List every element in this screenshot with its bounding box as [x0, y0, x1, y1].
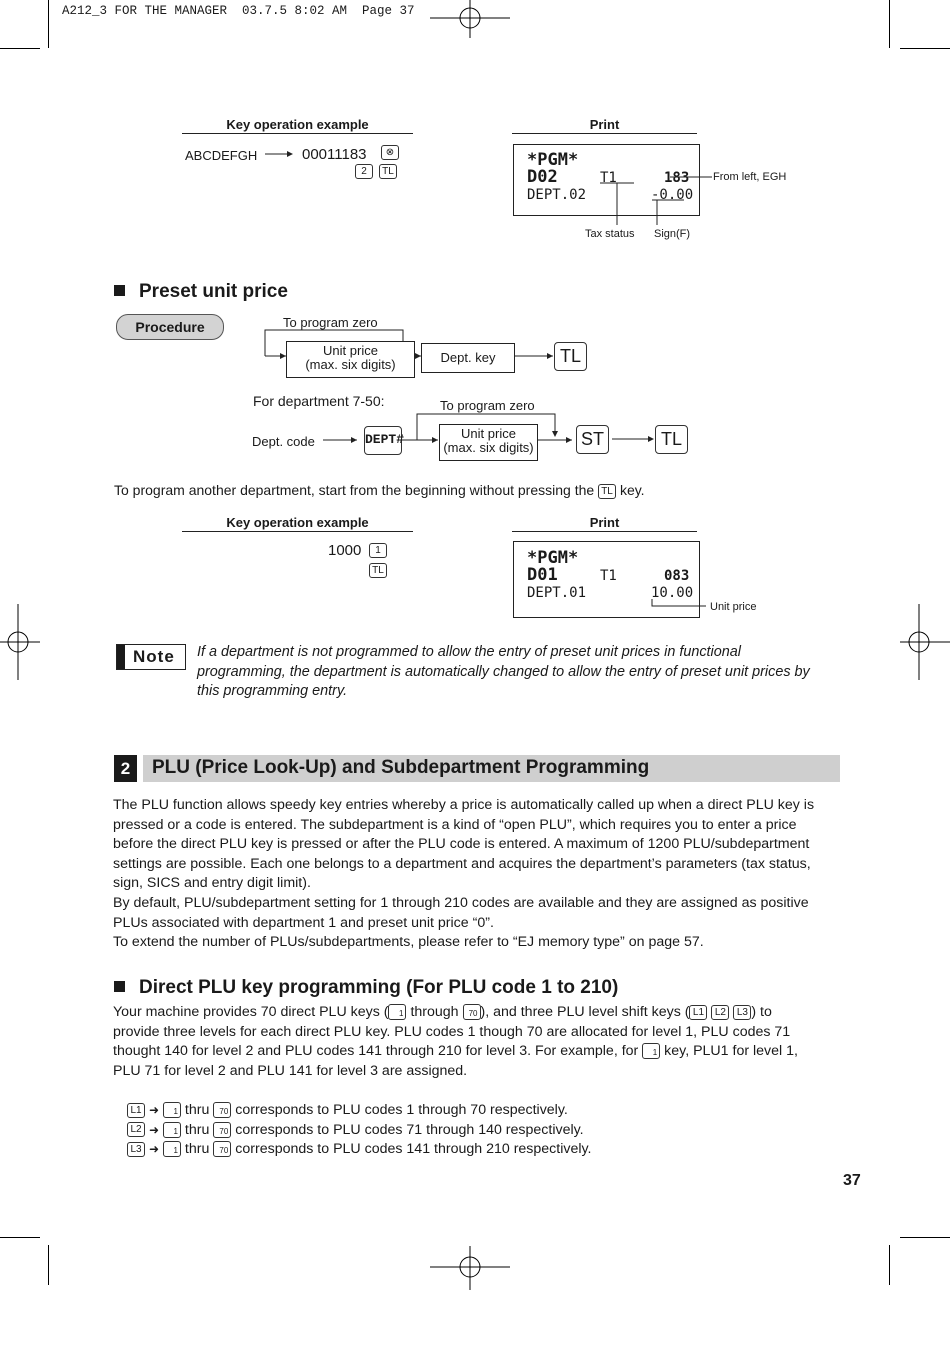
for-department-text: For department 7-50:: [253, 393, 385, 409]
plu-key-1: 1: [163, 1122, 181, 1138]
receipt-tax: T1: [600, 568, 617, 584]
section-title: PLU (Price Look-Up) and Subdepartment Programming: [152, 757, 650, 778]
print-heading: Print: [512, 117, 697, 134]
to-program-zero-1: To program zero: [283, 315, 378, 330]
level-key-l2: L2: [127, 1122, 145, 1137]
receipt-tax: T1: [600, 170, 617, 186]
dept-hash-key: DEPT#: [364, 426, 402, 455]
crop-mark: [889, 0, 890, 48]
registration-mark-top: [430, 0, 510, 40]
arrow-right-icon: ➜: [148, 1103, 160, 1117]
page-number: 37: [843, 1172, 861, 1189]
plu-key-1: 1: [388, 1004, 406, 1020]
square-bullet-icon: [114, 981, 125, 992]
print-heading-2: Print: [512, 515, 697, 532]
receipt-value: 183: [664, 170, 690, 186]
receipt-dept-code: D01: [527, 565, 558, 585]
dept-code-text: Dept. code: [252, 434, 315, 449]
arrow-right-icon: [612, 434, 654, 444]
note-label-box: [116, 644, 186, 670]
key-1: 1: [369, 543, 387, 558]
receipt-dept-code: D02: [527, 167, 558, 187]
registration-mark-left: [0, 604, 40, 680]
unit-price-box-2: Unit price (max. six digits): [439, 424, 538, 461]
level-key-l3: L3: [127, 1142, 145, 1157]
tl-key: TL: [379, 164, 397, 179]
plu-key-1: 1: [163, 1141, 181, 1157]
unit-price-box-1: Unit price (max. six digits): [286, 341, 415, 378]
dept-key-box: Dept. key: [421, 343, 515, 373]
tl-key: TL: [369, 563, 387, 578]
callout-tax-status: Tax status: [585, 228, 635, 240]
crop-mark: [48, 0, 49, 48]
input-value: 00011183: [302, 146, 367, 163]
receipt-dept-name: DEPT.01: [527, 585, 587, 601]
preset-unit-price-title: Preset unit price: [114, 281, 288, 303]
plu-key-1: 1: [163, 1102, 181, 1118]
level-key-l1: L1: [689, 1005, 707, 1020]
key-operation-heading-2: Key operation example: [182, 515, 413, 532]
square-bullet-icon: [114, 285, 125, 296]
crop-mark: [48, 1245, 49, 1285]
receipt-price: 10.00: [651, 585, 694, 601]
callout-sign: Sign(F): [654, 228, 691, 240]
multiply-key: ⊗: [381, 145, 399, 160]
level-key-l3: L3: [733, 1005, 751, 1020]
arrow-right-icon: ➜: [148, 1122, 160, 1137]
note-text: If a department is not programmed to allow the entry of preset unit prices in functional programming, the department is automatically changed to allow the entry of preset unit prices by this programming entry.: [197, 644, 810, 700]
plu-key-70: 70: [213, 1141, 231, 1157]
crop-mark: [900, 48, 950, 49]
crop-mark: [900, 1237, 950, 1238]
arrow-right-icon: ➜: [148, 1142, 160, 1157]
callout-from-left: From left, EGH: [713, 171, 787, 183]
to-program-zero-2: To program zero: [440, 398, 535, 413]
plu-key-70: 70: [463, 1004, 481, 1020]
section-2-header: [114, 755, 840, 782]
key-operation-heading: Key operation example: [182, 117, 413, 134]
level-key-l2: L2: [711, 1005, 729, 1020]
callout-unit-price: Unit price: [710, 601, 757, 613]
registration-mark-bottom: [430, 1246, 510, 1290]
plu-key-1: 1: [642, 1043, 660, 1059]
level-mapping-list: [127, 1101, 592, 1160]
tl-key-large-2: TL: [655, 425, 688, 454]
plu-key-70: 70: [213, 1102, 231, 1118]
crop-mark: [0, 48, 40, 49]
receipt-dept-name: DEPT.02: [527, 187, 587, 203]
callout-lines-1: [590, 170, 720, 230]
print-header-line: A212_3 FOR THE MANAGER 03.7.5 8:02 AM Page 37: [62, 4, 415, 18]
receipt-pgm: *PGM*: [527, 548, 579, 568]
tl-key-large-1: TL: [554, 342, 587, 371]
receipt-pgm: *PGM*: [527, 150, 579, 170]
st-key: ST: [576, 425, 609, 454]
plu-intro-paragraph: The PLU function allows speedy key entries whereby a price is automatically called up when a direct PLU key is pressed or a code is entered. The subdepartment is a kind of “open PLU”, which requires you to enter a price before the direct PLU key is pressed or after the PLU code is entered. A maximum of 1200 PLU/subdepartment settings are possible. Each one belongs to a department and acquires the department’s parameters (tax status, sign, SICS and entry digit limit). By default, PLU/subdepartment setting for 1 through 210 codes are available and they are assigned as positive PLUs associated with department 1 and preset unit price “0”. To extend the number of PLUs/subdepartments, please refer to “EJ memory type” on page 57.: [113, 797, 815, 951]
level-row: L1 ➜ 1 thru 70 corresponds to PLU codes 1 through 70 respectively.: [127, 1101, 592, 1121]
program-another-note: To program another department, start from the beginning without pressing the TL key.: [114, 482, 645, 498]
crop-mark: [889, 1245, 890, 1285]
direct-plu-title: Direct PLU key programming (For PLU code 1 to 210): [114, 977, 618, 999]
plu-key-70: 70: [213, 1122, 231, 1138]
input-value-2: 1000: [328, 542, 362, 559]
receipt-sign: -0.00: [651, 187, 694, 203]
note-label: Note: [133, 647, 175, 666]
key-2: 2: [355, 164, 373, 179]
tl-key: TL: [598, 484, 616, 499]
section-number: 2: [114, 755, 137, 782]
crop-mark: [0, 1237, 40, 1238]
level-row: L3 ➜ 1 thru 70 corresponds to PLU codes 141 through 210 respectively.: [127, 1140, 592, 1160]
callout-line-unit-price: [650, 598, 710, 610]
level-key-l1: L1: [127, 1103, 145, 1118]
registration-mark-right: [900, 604, 950, 680]
receipt-value: 083: [664, 568, 690, 584]
arrow-right-icon: [265, 149, 293, 159]
procedure-label: Procedure: [116, 314, 224, 340]
level-row: L2 ➜ 1 thru 70 corresponds to PLU codes 71 through 140 respectively.: [127, 1121, 592, 1141]
direct-plu-paragraph: Your machine provides 70 direct PLU keys ( 1 through 70 ), and three PLU level shift keys ( L1 L2 L3 ) to provide three levels for each direct PLU key. PLU codes 1 though 70 are allocated for level 1, PLU codes 71 thought 140 for level 2 and PLU codes 141 through 210 for level 3. For example, for 1 key, PLU1 for level 1, PLU 71 for level 2 and PLU 141 for level 3 are assigned.: [113, 1004, 798, 1079]
input-text: ABCDEFGH: [185, 148, 258, 163]
